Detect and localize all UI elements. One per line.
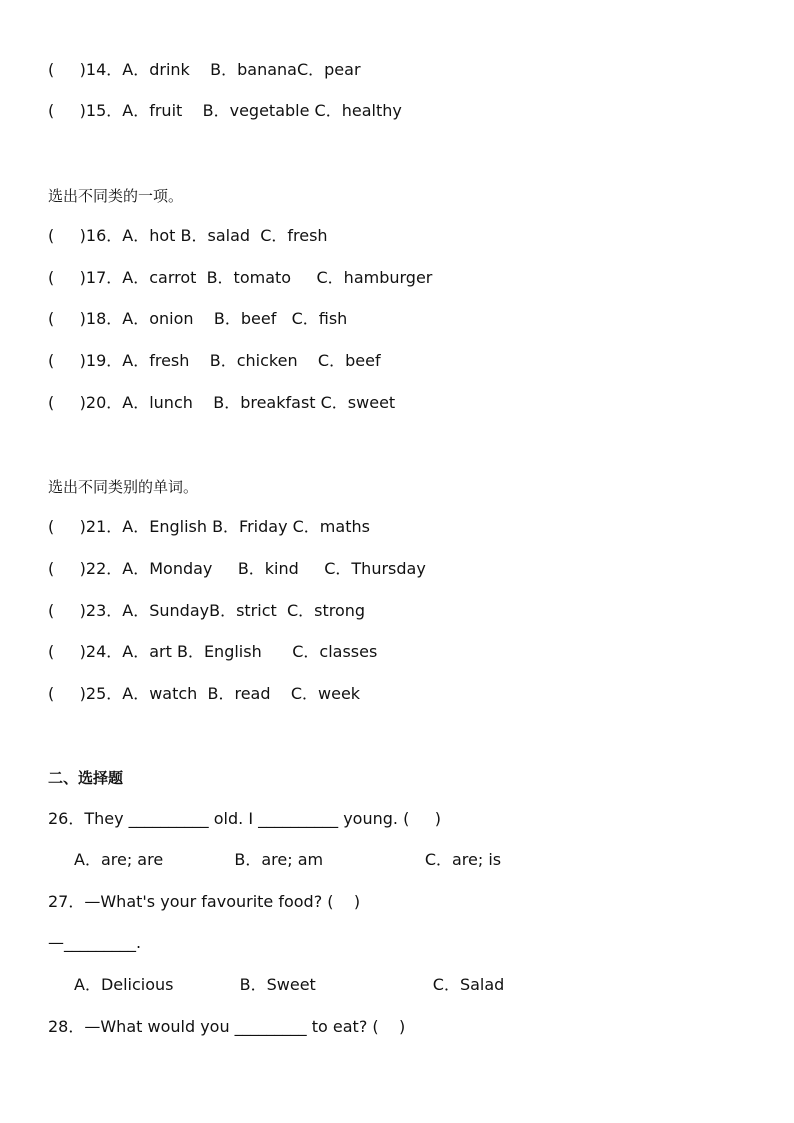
line-q23: ( )23．A．SundayB．strict C．strong: [48, 601, 366, 620]
section-heading-word-category: 选出不同类别的单词。: [48, 478, 199, 496]
question-27-stem: 27．—What's your favourite food? ( ): [48, 892, 361, 911]
line-q24: ( )24．A．art B．English C．classes: [48, 642, 378, 661]
line-q22: ( )22．A．Monday B．kind C．Thursday: [48, 559, 426, 578]
line-q17: ( )17．A．carrot B．tomato C．hamburger: [48, 268, 433, 287]
line-q20: ( )20．A．lunch B．breakfast C．sweet: [48, 393, 396, 412]
line-q19: ( )19．A．fresh B．chicken C．beef: [48, 351, 381, 370]
question-27-answer-line: —_________.: [48, 933, 142, 952]
line-q14: ( )14．A．drink B．bananaC．pear: [48, 60, 361, 79]
section-heading-odd-one-out: 选出不同类的一项。: [48, 187, 184, 205]
question-26-options: A．are; are B．are; am C．are; is: [74, 850, 502, 869]
question-28-stem: 28．—What would you _________ to eat? ( ): [48, 1017, 406, 1036]
line-q25: ( )25．A．watch B．read C．week: [48, 684, 361, 703]
line-q15: ( )15．A．fruit B．vegetable C．healthy: [48, 101, 402, 120]
line-q18: ( )18．A．onion B．beef C．fish: [48, 309, 348, 328]
line-q16: ( )16．A．hot B．salad C．fresh: [48, 226, 328, 245]
line-q21: ( )21．A．English B．Friday C．maths: [48, 517, 370, 536]
question-27-options: A．Delicious B．Sweet C．Salad: [74, 975, 505, 994]
part-heading-multiple-choice: 二、选择题: [48, 769, 124, 787]
question-26-stem: 26．They __________ old. I __________ young. ( ): [48, 809, 441, 828]
